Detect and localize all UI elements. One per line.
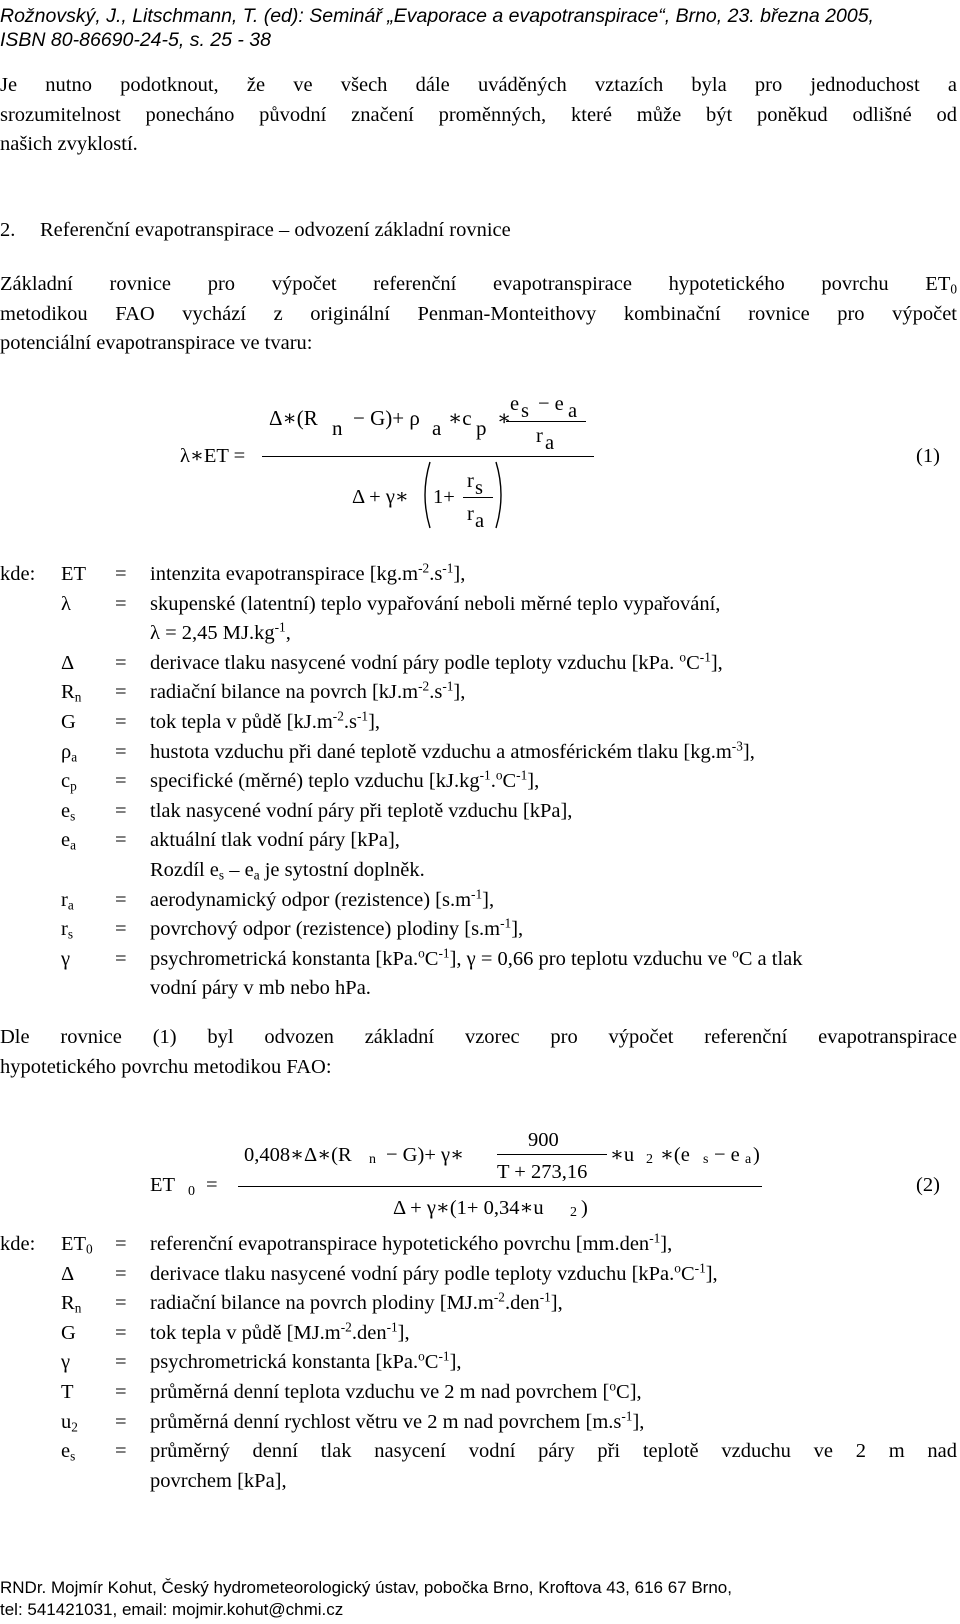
section-title: Referenční evapotranspirace – odvození základní rovnice — [40, 219, 511, 241]
eq1-inner-ra: a — [545, 432, 555, 454]
definition-text: tok tepla v půdě $[kJ.m^{-2}.s^{-1}]$, — [150, 708, 381, 733]
definition-equals: = — [115, 888, 127, 911]
eq1-inner-r: r — [536, 425, 543, 447]
definition-text: povrchový odpor (rezistence) plodiny $[s.m^{-1}]$, — [150, 915, 524, 941]
definitions-1 — [0, 560, 957, 1004]
intro-line-3: našich zvyklostí. — [0, 133, 138, 155]
definition-symbol — [61, 826, 76, 856]
definition-equals: = — [115, 1262, 127, 1285]
eq2-num-a: 0,408∗Δ∗(R — [244, 1144, 352, 1166]
eq1-den-bot-r: r — [467, 503, 474, 525]
eq1-inner-e: e — [510, 393, 520, 415]
definitions-2 — [0, 1230, 957, 1496]
definition-symbol — [61, 1437, 75, 1467]
definition-symbol — [61, 590, 71, 620]
eq1-num-a: Δ∗(R — [269, 406, 318, 430]
definition-equals: = — [115, 1410, 127, 1433]
page-footer — [0, 1577, 955, 1621]
definition-text: aktuální tlak vodní páry [kPa], — [150, 829, 400, 852]
eq1-num-c: ∗c — [448, 406, 472, 430]
definition-row — [0, 1319, 957, 1349]
definition-equals: = — [115, 799, 127, 822]
definition-symbol-main: γ — [61, 947, 71, 970]
definition-equals: = — [115, 1351, 127, 1374]
page-header — [0, 4, 955, 52]
eq1-inner-a: a — [568, 400, 578, 422]
definition-equals: = — [115, 592, 127, 615]
paragraph-2 — [0, 1023, 957, 1082]
definition-symbol-sub: a — [67, 896, 74, 912]
eq1-inner-s: s — [521, 400, 529, 422]
eq1-den-fraction-bar — [463, 497, 493, 498]
eq2-num-f: ) — [753, 1144, 760, 1166]
definition-equals: = — [115, 1440, 127, 1463]
eq1-num-star: ∗ — [497, 406, 512, 430]
definition-text: intenzita evapotranspirace $[kg.m^{-2}.s^{-1}]$, — [150, 560, 466, 585]
definition-text: radiační bilance na povrch plodiny $[MJ.m^{-2}.den^{-1}]$, — [150, 1289, 563, 1315]
eq1-right-paren — [494, 460, 508, 530]
eq1-num-b: − G)+ ρ — [353, 406, 420, 430]
definition-row — [0, 1437, 957, 1467]
definition-equals: = — [115, 918, 127, 941]
eq2-den-a: Δ + γ∗(1+ 0,34∗u — [393, 1197, 544, 1219]
definition-equals: = — [115, 681, 127, 704]
definition-row — [0, 797, 957, 827]
definition-equals: = — [115, 651, 127, 674]
definition-symbol-main: G — [61, 710, 76, 733]
para1-line-2: metodikou FAO vychází z originální Penman-Monteithovy kombinační rovnice pro výpočet — [0, 302, 957, 325]
definition-symbol-main: Δ — [61, 651, 75, 674]
definition-symbol — [61, 1230, 93, 1260]
eq1-num-n: n — [332, 416, 343, 440]
header-line-2: ISBN 80-86690-24-5, s. 25 - 38 — [0, 29, 271, 51]
eq1-left-paren — [418, 460, 432, 530]
definition-row — [0, 974, 957, 1004]
paragraph-1 — [0, 270, 957, 359]
definition-symbol-sub: n — [74, 689, 82, 705]
definition-row — [0, 560, 957, 590]
definition-text: tok tepla v půdě $[MJ.m^{-2}.den^{-1}]$, — [150, 1319, 410, 1344]
definition-symbol-sub: n — [74, 1300, 82, 1316]
definition-row — [0, 1467, 957, 1497]
eq2-lhs-eq: = — [206, 1174, 218, 1196]
definition-row — [0, 1230, 957, 1260]
definition-row — [0, 1289, 957, 1319]
definition-symbol — [61, 945, 70, 975]
definition-symbol — [61, 1319, 76, 1349]
definition-symbol-main: ET — [61, 1233, 87, 1255]
definition-text: tlak nasycené vodní páry při teplotě vzduchu [kPa], — [150, 799, 573, 822]
definition-row — [0, 945, 957, 975]
section-heading — [0, 216, 511, 245]
definition-symbol-main: λ — [61, 592, 71, 615]
footer-line-1: RNDr. Mojmír Kohut, Český hydrometeorologický ústav, pobočka Brno, Kroftova 43, 616 67 Brno, — [0, 1578, 732, 1597]
para1-line-1 — [0, 270, 957, 300]
eq1-den-b: 1+ — [433, 486, 455, 508]
definition-row — [0, 1348, 957, 1378]
eq1-den-top-r: r — [467, 470, 474, 492]
definition-row — [0, 1378, 957, 1408]
definition-symbol-main: r — [61, 918, 68, 941]
definition-row — [0, 1260, 957, 1290]
definition-symbol — [61, 797, 75, 827]
definition-symbol — [61, 738, 77, 768]
para1-line-1-text: Základní rovnice pro výpočet referenční evapotranspirace hypotetického povrchu ET — [0, 273, 951, 295]
definition-equals: = — [115, 947, 127, 970]
definition-symbol-main: γ — [61, 1351, 71, 1374]
definition-symbol — [61, 886, 74, 916]
definition-equals: = — [115, 829, 127, 852]
definition-symbol-sub: p — [70, 778, 77, 794]
eq2-lhs-et: ET — [150, 1174, 176, 1196]
para2-line-1: Dle rovnice (1) byl odvozen základní vzorec pro výpočet referenční evapotranspirace — [0, 1026, 957, 1048]
definition-symbol-sub: s — [70, 1448, 76, 1464]
definition-symbol-main: u — [61, 1410, 72, 1433]
definition-row — [0, 1408, 957, 1438]
definition-row — [0, 678, 957, 708]
definition-symbol-main: c — [61, 770, 71, 793]
para1-line-1-sub: 0 — [950, 281, 957, 297]
definition-symbol — [61, 767, 77, 797]
definition-text: psychrometrická konstanta $[kPa.^oC^{-1}]$, — [150, 1349, 462, 1374]
definition-text: specifické (měrné) teplo vzduchu $[kJ.kg^{-1}.^oC^{-1}]$, — [150, 767, 540, 793]
definition-symbol-sub: s — [67, 926, 74, 942]
definition-row — [0, 708, 957, 738]
definition-text: průměrná denní teplota vzduchu ve 2 m nad povrchem [$^o$C], — [150, 1378, 642, 1403]
definition-equals: = — [115, 710, 127, 733]
definition-symbol-main: r — [61, 888, 68, 911]
definition-symbol-sub: s — [70, 808, 76, 824]
definition-equals: = — [115, 1292, 127, 1315]
definition-text: aerodynamický odpor (rezistence) $[s.m^{-1}]$, — [150, 886, 495, 911]
definition-row — [0, 767, 957, 797]
definition-kde-label: kde: — [0, 563, 36, 585]
definition-text: hustota vzduchu při dané teplotě vzduchu a atmosférickém tlaku $[kg.m^{-3}]$, — [150, 738, 755, 763]
definition-row — [0, 886, 957, 916]
definition-text: radiační bilance na povrch $[kJ.m^{-2}.s^{-1}]$, — [150, 679, 466, 704]
eq2-inner-fraction-bar — [497, 1154, 607, 1155]
definition-row — [0, 590, 957, 620]
eq2-num-n: n — [369, 1152, 376, 1167]
definition-symbol-main: Δ — [61, 1262, 75, 1285]
definition-text: Rozdíl $e_s - e_a$ je sytostní doplněk. — [150, 858, 425, 883]
definition-row — [0, 915, 957, 945]
definition-equals: = — [115, 740, 127, 763]
eq2-num-e: − e — [714, 1144, 740, 1166]
eq1-inner-fraction-bar — [506, 421, 586, 422]
definition-text: průměrný denní tlak nasycení vodní páry při teplotě vzduchu ve 2 m nad — [150, 1440, 957, 1463]
eq2-num-d: ∗(e — [660, 1144, 690, 1166]
definition-row — [0, 738, 957, 768]
definition-text: λ = 2,45 $MJ.kg^{-1}$, — [150, 619, 291, 645]
eq2-number: (2) — [916, 1174, 940, 1196]
definition-symbol-sub: a — [70, 837, 77, 853]
definition-symbol — [61, 1260, 74, 1290]
section-number: 2. — [0, 219, 16, 241]
intro-line-2: srozumitelnost ponecháno původní značení proměnných, které může být poněkud odlišné od — [0, 103, 957, 126]
definition-text: průměrná denní rychlost větru ve 2 m nad povrchem $[m.s^{-1}]$, — [150, 1408, 645, 1433]
definition-equals: = — [115, 1233, 127, 1255]
para1-line-3: potenciální evapotranspirace ve tvaru: — [0, 332, 313, 354]
definition-symbol — [61, 1408, 78, 1438]
eq2-den-sub: 2 — [570, 1205, 577, 1220]
definition-row — [0, 649, 957, 679]
definition-symbol — [61, 1378, 74, 1408]
eq2-num-c: ∗u — [610, 1144, 635, 1166]
intro-line-1: Je nutno podotknout, že ve všech dále uváděných vztazích byla pro jednoduchost a — [0, 74, 957, 96]
definition-kde-label: kde: — [0, 1233, 36, 1255]
definition-equals: = — [115, 563, 127, 585]
definition-symbol-main: G — [61, 1321, 76, 1344]
eq2-main-fraction-bar — [238, 1186, 762, 1187]
definition-symbol — [61, 649, 74, 679]
definition-row — [0, 619, 957, 649]
definition-symbol-main: R — [61, 1292, 75, 1315]
definition-text: referenční evapotranspirace hypotetického povrchu [mm.den$^{-1}$], — [150, 1230, 673, 1255]
eq2-num-d-sub: s — [703, 1152, 709, 1167]
eq1-number: (1) — [916, 445, 940, 467]
definition-symbol-main: R — [61, 681, 75, 704]
definition-symbol-sub: 0 — [86, 1241, 93, 1257]
definition-equals: = — [115, 1380, 127, 1403]
eq2-lhs-sub: 0 — [188, 1184, 195, 1199]
definition-symbol-sub: 2 — [71, 1418, 78, 1434]
definition-equals: = — [115, 1321, 127, 1344]
eq1-main-fraction-bar — [262, 456, 594, 457]
eq1-den-bot-a: a — [475, 510, 485, 532]
definition-row — [0, 856, 957, 886]
definition-symbol-main: e — [61, 829, 71, 852]
definition-text: vodní páry v mb nebo hPa. — [150, 977, 371, 1000]
eq2-num-e-sub: a — [745, 1152, 752, 1167]
definition-symbol-main: T — [61, 1380, 74, 1403]
definition-symbol — [61, 1289, 81, 1319]
eq2-frac-top: 900 — [528, 1129, 559, 1151]
eq1-inner-minus-e: − e — [538, 393, 564, 415]
eq1-den-top-s: s — [475, 477, 483, 499]
definition-symbol — [61, 1348, 70, 1378]
definition-symbol — [61, 708, 76, 738]
footer-line-2: tel: 541421031, email: mojmir.kohut@chmi.cz — [0, 1600, 344, 1619]
definition-symbol-main: e — [61, 799, 71, 822]
eq1-rho-sub: a — [432, 416, 442, 440]
definition-symbol-sub: a — [71, 748, 78, 764]
definition-text: povrchem [kPa], — [150, 1469, 287, 1492]
definition-symbol — [61, 915, 73, 945]
eq2-num-c-sub: 2 — [646, 1152, 653, 1167]
intro-paragraph — [0, 71, 957, 160]
definition-text: derivace tlaku nasycené vodní páry podle teploty vzduchu $[kPa.^oC^{-1}]$, — [150, 1260, 718, 1285]
eq1-den-a: Δ + γ∗ — [352, 486, 409, 508]
eq2-num-b: − G)+ γ∗ — [386, 1144, 464, 1166]
definition-text: skupenské (latentní) teplo vypařování neboli měrné teplo vypařování, — [150, 592, 721, 615]
definition-symbol — [61, 560, 86, 590]
definition-row — [0, 826, 957, 856]
definition-symbol-main: ρ — [61, 740, 72, 763]
definition-text: psychrometrická konstanta $[kPa.^oC^{-1}]$, γ = 0,66 pro teplotu vzduchu ve $^o$C a tlak — [150, 945, 803, 970]
definition-equals: = — [115, 770, 127, 793]
definition-symbol — [61, 678, 81, 708]
eq1-c-sub: p — [476, 416, 487, 440]
header-line-1: Rožnovský, J., Litschmann, T. (ed): Seminář „Evaporace a evapotranspirace“, Brno, 23. března 2005, — [0, 5, 874, 27]
eq2-frac-bot: T + 273,16 — [497, 1161, 588, 1183]
definition-symbol-main: ET — [61, 563, 87, 585]
para2-line-2: hypotetického povrchu metodikou FAO: — [0, 1055, 332, 1078]
eq1-lhs: λ∗ET = — [180, 445, 246, 467]
definition-symbol-main: e — [61, 1440, 71, 1463]
eq2-den-b: ) — [581, 1197, 588, 1219]
definition-text: derivace tlaku nasycené vodní páry podle teploty vzduchu [kPa. $^oC^{-1}$], — [150, 649, 723, 674]
